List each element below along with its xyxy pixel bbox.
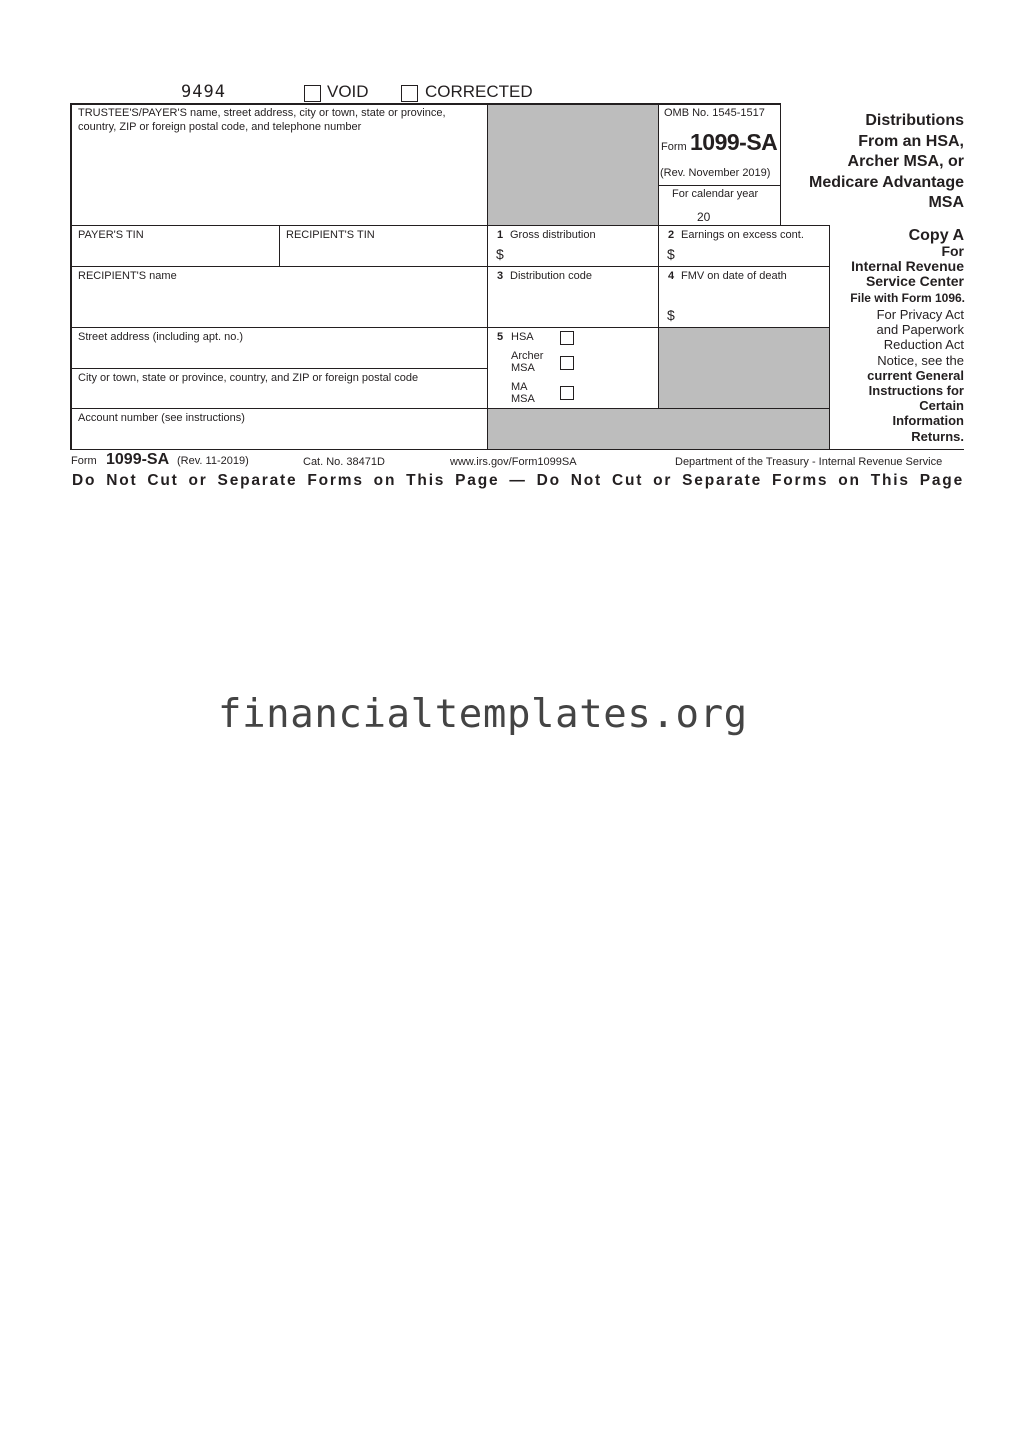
line-h-225 bbox=[71, 225, 830, 226]
footer-rev: (Rev. 11-2019) bbox=[177, 455, 249, 467]
calendar-year-prefix: 20 bbox=[697, 210, 711, 224]
line-v-279 bbox=[279, 225, 280, 266]
privacy-line-1: For Privacy Act bbox=[876, 307, 964, 322]
ma-label-1: MA bbox=[511, 381, 528, 393]
line-h-calendar bbox=[658, 185, 780, 186]
footer-form-word: Form bbox=[71, 455, 97, 467]
calendar-year-label: For calendar year bbox=[672, 188, 759, 200]
payer-info-field[interactable] bbox=[74, 136, 484, 222]
line-h-368 bbox=[71, 368, 487, 369]
recipient-tin-label: RECIPIENT'S TIN bbox=[286, 229, 375, 241]
instructions-line-4: Information bbox=[892, 413, 964, 429]
shaded-area-bottom bbox=[487, 409, 829, 449]
corrected-label: CORRECTED bbox=[425, 82, 533, 101]
city-label: City or town, state or province, country, and ZIP or foreign postal code bbox=[78, 372, 419, 384]
privacy-line-4: Notice, see the bbox=[877, 352, 964, 368]
form-code: 9494 bbox=[181, 82, 226, 102]
street-address-field[interactable] bbox=[74, 346, 484, 366]
payer-block-label-2: country, ZIP or foreign postal code, and telephone number bbox=[78, 121, 362, 133]
street-label: Street address (including apt. no.) bbox=[78, 331, 244, 343]
ma-msa-checkbox[interactable] bbox=[560, 386, 574, 400]
title-line-4: Medicare Advantage bbox=[808, 173, 964, 191]
fmv-death-field[interactable] bbox=[679, 300, 825, 325]
recipient-tin-field[interactable] bbox=[282, 243, 485, 264]
cat-no: Cat. No. 38471D bbox=[303, 456, 385, 468]
archer-label-1: Archer bbox=[511, 350, 544, 362]
archer-label-2: MSA bbox=[511, 362, 535, 374]
account-number-field[interactable] bbox=[74, 427, 484, 447]
line-bottom bbox=[71, 449, 964, 450]
box3-number: 3 bbox=[497, 270, 504, 282]
copy-a-for: For bbox=[941, 243, 964, 259]
hsa-label: HSA bbox=[511, 331, 534, 343]
shaded-area-top bbox=[487, 104, 658, 225]
shaded-area-middle bbox=[658, 328, 829, 408]
city-field[interactable] bbox=[74, 386, 484, 406]
line-h-327 bbox=[71, 327, 830, 328]
recipient-name-field[interactable] bbox=[74, 285, 484, 325]
omb-number: OMB No. 1545-1517 bbox=[664, 107, 765, 119]
payer-tin-label: PAYER'S TIN bbox=[78, 229, 144, 241]
box4-dollar: $ bbox=[667, 307, 675, 323]
instructions-line-3: Certain bbox=[919, 398, 964, 414]
box5-number: 5 bbox=[497, 331, 504, 343]
form-title bbox=[782, 111, 964, 214]
recipient-name-label: RECIPIENT'S name bbox=[78, 270, 177, 282]
title-line-5: MSA bbox=[928, 194, 964, 212]
gross-distribution-field[interactable] bbox=[508, 244, 654, 264]
line-v-780 bbox=[780, 103, 781, 226]
footer-form-number: 1099-SA bbox=[106, 451, 170, 468]
form-word: Form bbox=[661, 141, 687, 153]
void-checkbox[interactable] bbox=[304, 85, 321, 102]
instructions-line-2: Instructions for bbox=[868, 383, 964, 399]
box1-label: Gross distribution bbox=[510, 229, 596, 241]
line-top-left bbox=[71, 103, 780, 105]
line-v-829 bbox=[829, 225, 830, 449]
copy-a-title: Copy A bbox=[908, 227, 964, 244]
void-label: VOID bbox=[327, 82, 369, 101]
box4-label: FMV on date of death bbox=[681, 270, 787, 282]
copy-a-irs: Internal Revenue bbox=[851, 258, 964, 274]
box3-label: Distribution code bbox=[510, 270, 592, 282]
box2-dollar: $ bbox=[667, 246, 675, 262]
privacy-line-3: Reduction Act bbox=[883, 337, 964, 353]
box2-number: 2 bbox=[668, 229, 675, 241]
line-h-408 bbox=[71, 408, 830, 409]
privacy-line-2: and Paperwork bbox=[876, 322, 964, 338]
corrected-checkbox[interactable] bbox=[401, 85, 418, 102]
line-v-658-mid bbox=[658, 225, 659, 408]
copy-a-block bbox=[832, 227, 964, 444]
account-label: Account number (see instructions) bbox=[78, 412, 245, 424]
do-not-cut-notice: Do Not Cut or Separate Forms on This Page — Do Not Cut or Separate Forms on This Page bbox=[72, 472, 964, 489]
line-v-487-top bbox=[487, 103, 488, 449]
hsa-checkbox[interactable] bbox=[560, 331, 574, 345]
archer-msa-checkbox[interactable] bbox=[560, 356, 574, 370]
line-h-266 bbox=[71, 266, 830, 267]
box4-number: 4 bbox=[668, 270, 675, 282]
department: Department of the Treasury - Internal Revenue Service bbox=[675, 456, 943, 468]
copy-a-file: File with Form 1096. bbox=[850, 291, 965, 305]
title-line-1: Distributions bbox=[865, 112, 964, 129]
copy-a-service: Service Center bbox=[865, 273, 964, 289]
website: www.irs.gov/Form1099SA bbox=[450, 456, 577, 468]
calendar-year-field[interactable] bbox=[712, 206, 752, 224]
ma-label-2: MSA bbox=[511, 393, 535, 405]
title-line-3: Archer MSA, or bbox=[847, 153, 964, 171]
line-left bbox=[70, 103, 72, 450]
payer-tin-field[interactable] bbox=[74, 243, 277, 264]
box1-dollar: $ bbox=[496, 246, 504, 262]
instructions-line-1: current General bbox=[867, 367, 964, 383]
box1-number: 1 bbox=[497, 229, 504, 241]
line-v-658-top bbox=[658, 103, 659, 226]
form-number: 1099-SA bbox=[690, 129, 778, 155]
payer-block-label-1: TRUSTEE'S/PAYER'S name, street address, city or town, state or province, bbox=[78, 107, 446, 119]
rev-date: (Rev. November 2019) bbox=[660, 167, 771, 179]
title-line-2: From an HSA, bbox=[858, 132, 964, 150]
instructions-line-5: Returns. bbox=[911, 428, 964, 444]
earnings-excess-field[interactable] bbox=[679, 244, 825, 264]
watermark: financialtemplates.org bbox=[218, 692, 748, 737]
distribution-code-field[interactable] bbox=[492, 285, 654, 325]
box2-label: Earnings on excess cont. bbox=[681, 229, 804, 241]
